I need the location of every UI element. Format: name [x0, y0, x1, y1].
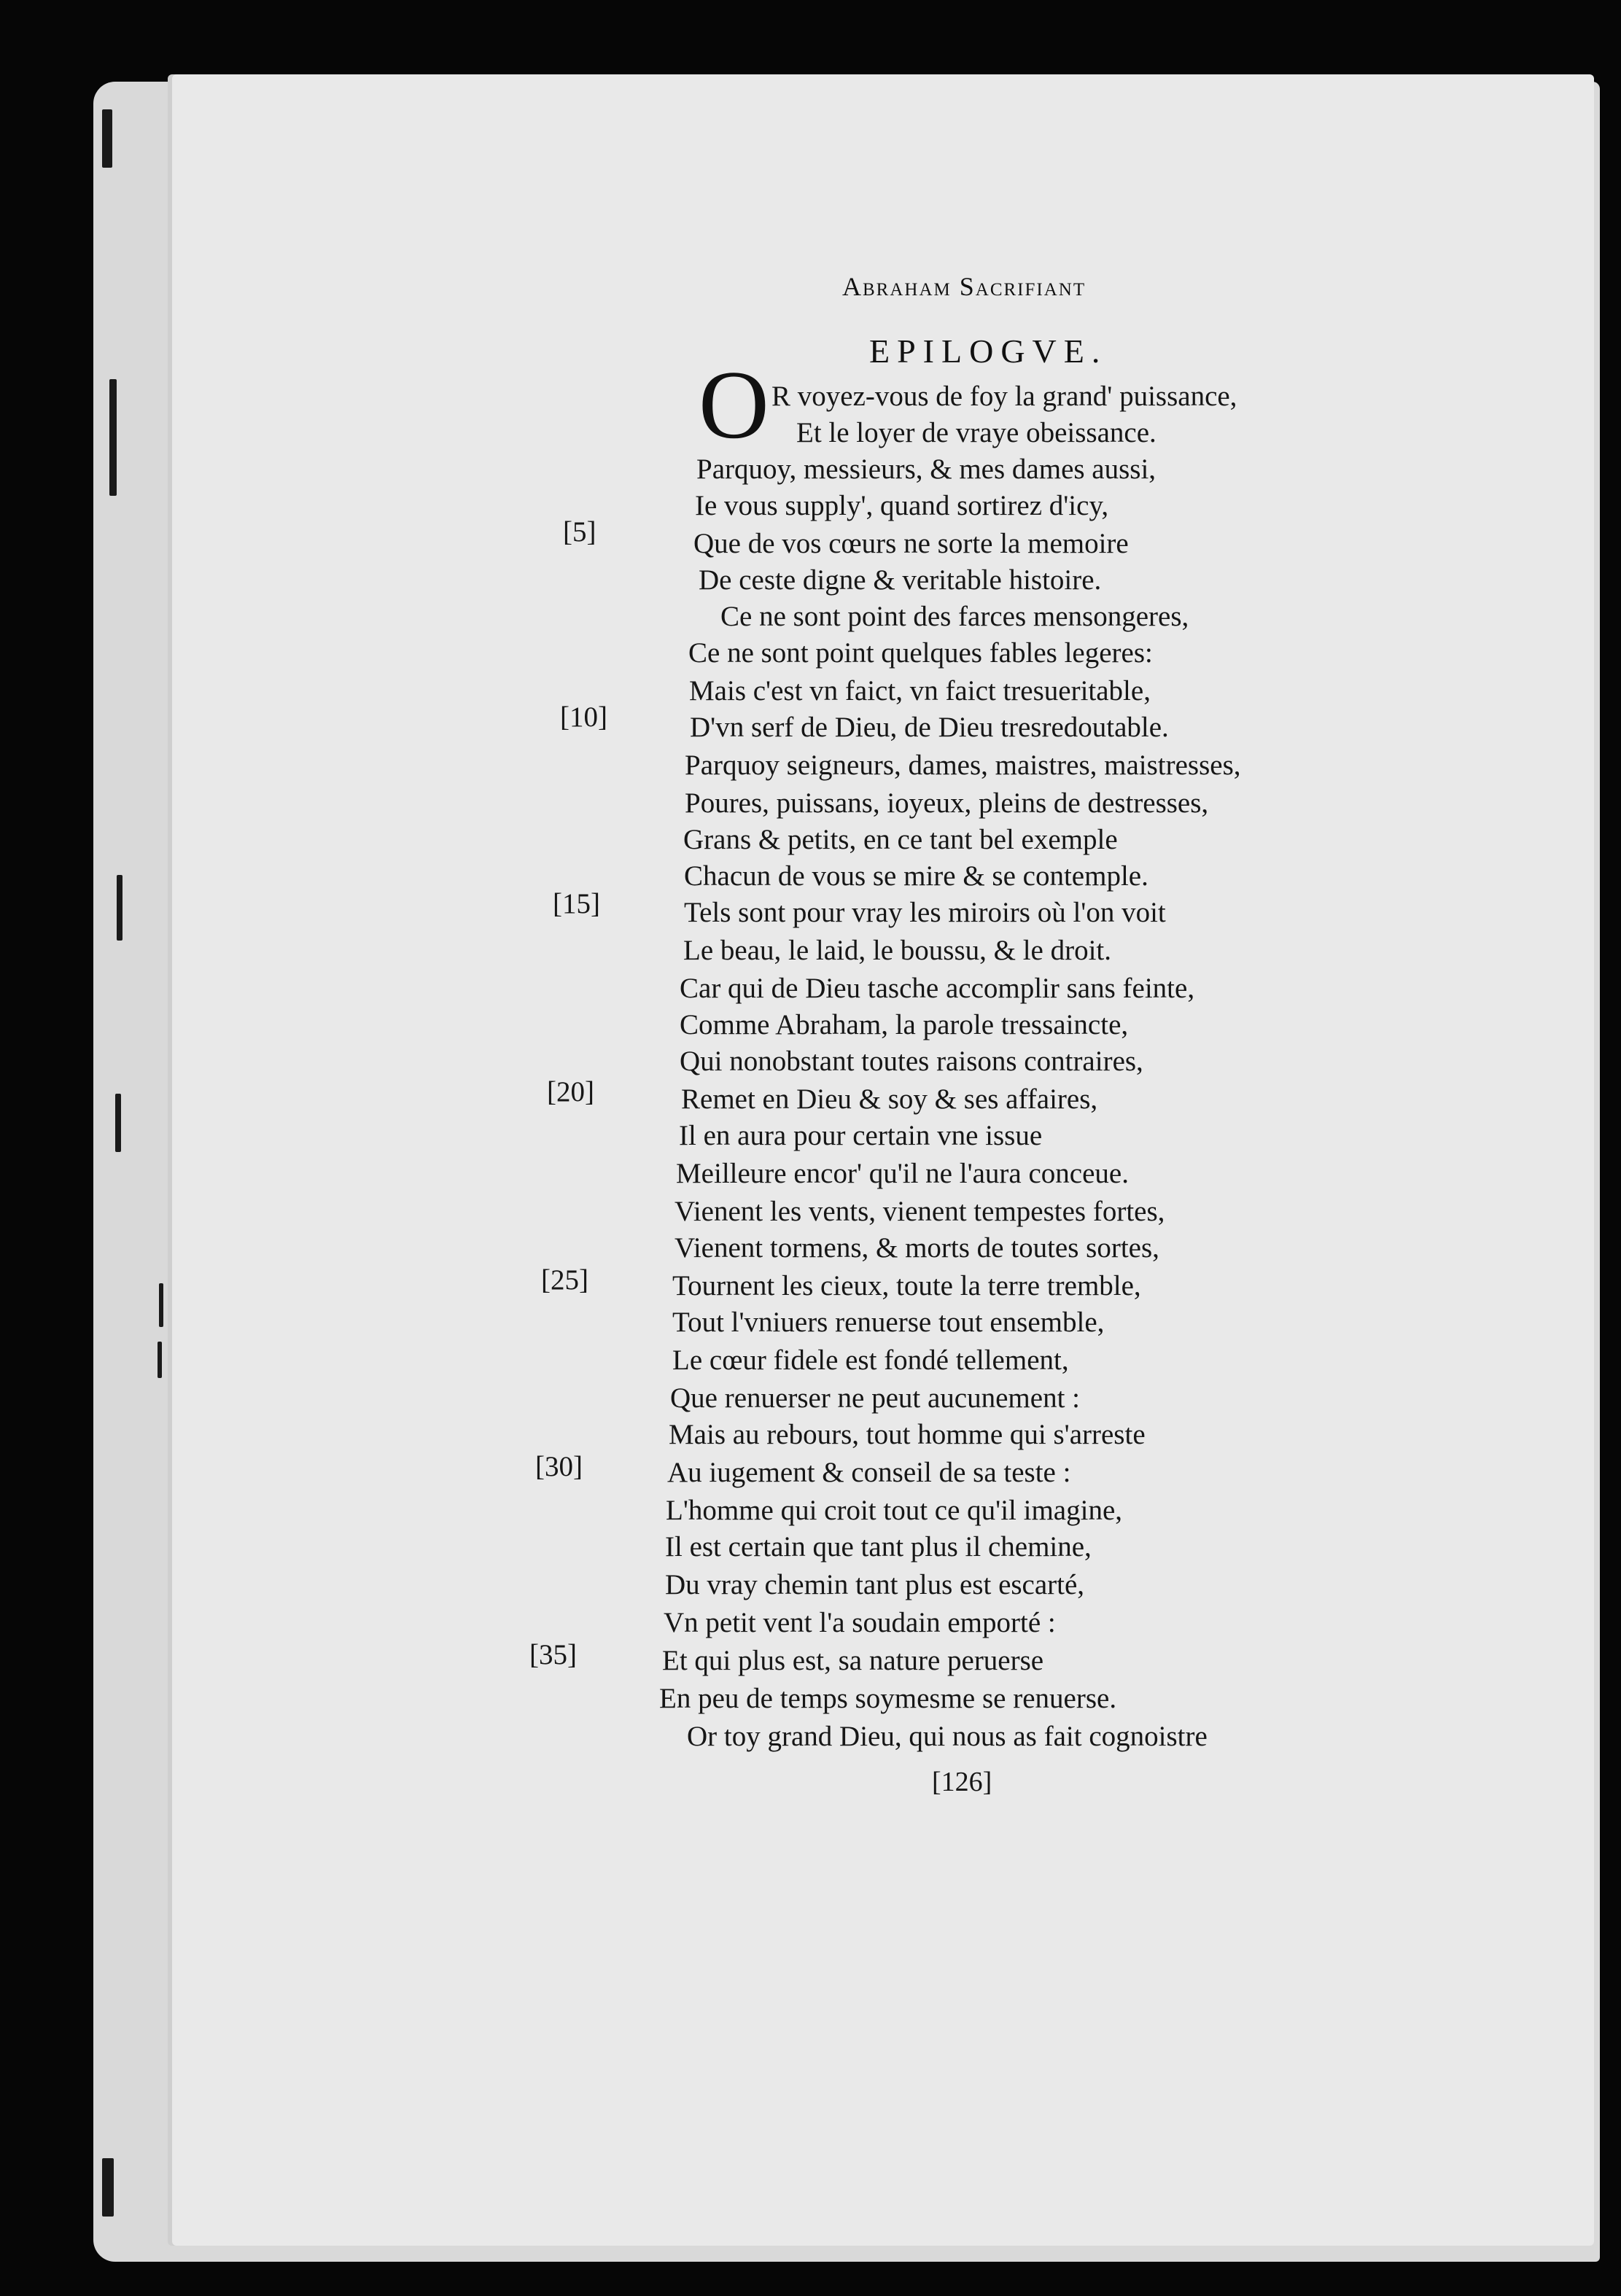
verse-line: Chacun de vous se mire & se contemple.	[684, 860, 1148, 892]
verse-line: Parquoy seigneurs, dames, maistres, maistresses,	[685, 750, 1241, 781]
line-number: [10]	[560, 701, 607, 733]
binding-mark	[109, 379, 117, 496]
section-title: EPILOGVE.	[869, 332, 1108, 370]
verse-line: Grans & petits, en ce tant bel exemple	[683, 824, 1118, 855]
verse-line: Poures, puissans, ioyeux, pleins de destresses,	[685, 787, 1209, 819]
verse-line: Ce ne sont point des farces mensongeres,	[720, 601, 1189, 632]
verse-line: Parquoy, messieurs, & mes dames aussi,	[696, 454, 1157, 485]
verse-line: En peu de temps soymesme se renuerse.	[659, 1683, 1117, 1714]
verse-line: Or toy grand Dieu, qui nous as fait cognoistre	[687, 1721, 1208, 1752]
verse-line: Et le loyer de vraye obeissance.	[796, 417, 1157, 448]
verse-line: Mais au rebours, tout homme qui s'arreste	[669, 1419, 1146, 1450]
binding-mark	[102, 2158, 114, 2217]
verse-line: R voyez-vous de foy la grand' puissance,	[771, 381, 1237, 412]
verse-line: D'vn serf de Dieu, de Dieu tresredoutable.	[690, 712, 1169, 743]
verse-line: Et qui plus est, sa nature peruerse	[662, 1645, 1044, 1676]
binding-mark	[158, 1342, 162, 1378]
line-number: [25]	[541, 1264, 588, 1296]
verse-line: L'homme qui croit tout ce qu'il imagine,	[666, 1495, 1122, 1526]
line-number: [15]	[553, 888, 600, 919]
verse-line: Car qui de Dieu tasche accomplir sans feinte,	[680, 973, 1195, 1004]
verse-line: Remet en Dieu & soy & ses affaires,	[681, 1083, 1098, 1115]
verse-line: Il en aura pour certain vne issue	[679, 1120, 1043, 1151]
binding-mark	[117, 875, 123, 941]
page-number: [126]	[932, 1767, 992, 1797]
binding-mark	[102, 109, 112, 168]
verse-line: Vn petit vent l'a soudain emporté :	[664, 1607, 1056, 1638]
verse-line: De ceste digne & veritable histoire.	[699, 564, 1102, 596]
verse-line: Ie vous supply', quand sortirez d'icy,	[695, 490, 1109, 521]
running-head: Abraham Sacrifiant	[842, 272, 1087, 301]
drop-cap: O	[699, 351, 769, 459]
verse-line: Vienent tormens, & morts de toutes sortes,	[675, 1232, 1159, 1264]
verse-line: Qui nonobstant toutes raisons contraires,	[680, 1046, 1143, 1077]
verse-line: Au iugement & conseil de sa teste :	[667, 1457, 1071, 1488]
line-number: [20]	[547, 1076, 594, 1108]
verse-line: Il est certain que tant plus il chemine,	[665, 1531, 1092, 1563]
line-number: [35]	[529, 1639, 577, 1670]
line-number: [5]	[563, 516, 596, 548]
verse-line: Le beau, le laid, le boussu, & le droit.	[683, 935, 1112, 966]
binding-mark	[159, 1283, 163, 1327]
verse-line: Ce ne sont point quelques fables legeres:	[688, 637, 1153, 669]
verse-line: Tels sont pour vray les miroirs où l'on voit	[684, 897, 1166, 928]
verse-line: Meilleure encor' qu'il ne l'aura conceue.	[676, 1158, 1129, 1189]
verse-line: Tournent les cieux, toute la terre tremble,	[672, 1270, 1141, 1301]
verse-line: Du vray chemin tant plus est escarté,	[665, 1569, 1085, 1600]
verse-line: Comme Abraham, la parole tressaincte,	[680, 1009, 1129, 1040]
binding-mark	[115, 1094, 121, 1152]
verse-line: Que de vos cœurs ne sorte la memoire	[693, 528, 1129, 559]
verse-line: Vienent les vents, vienent tempestes fortes,	[675, 1196, 1165, 1227]
verse-line: Que renuerser ne peut aucunement :	[670, 1382, 1080, 1414]
verse-line: Mais c'est vn faict, vn faict tresueritable,	[689, 675, 1151, 707]
line-number: [30]	[535, 1451, 583, 1482]
verse-line: Le cœur fidele est fondé tellement,	[672, 1344, 1069, 1376]
verse-line: Tout l'vniuers renuerse tout ensemble,	[672, 1307, 1105, 1338]
